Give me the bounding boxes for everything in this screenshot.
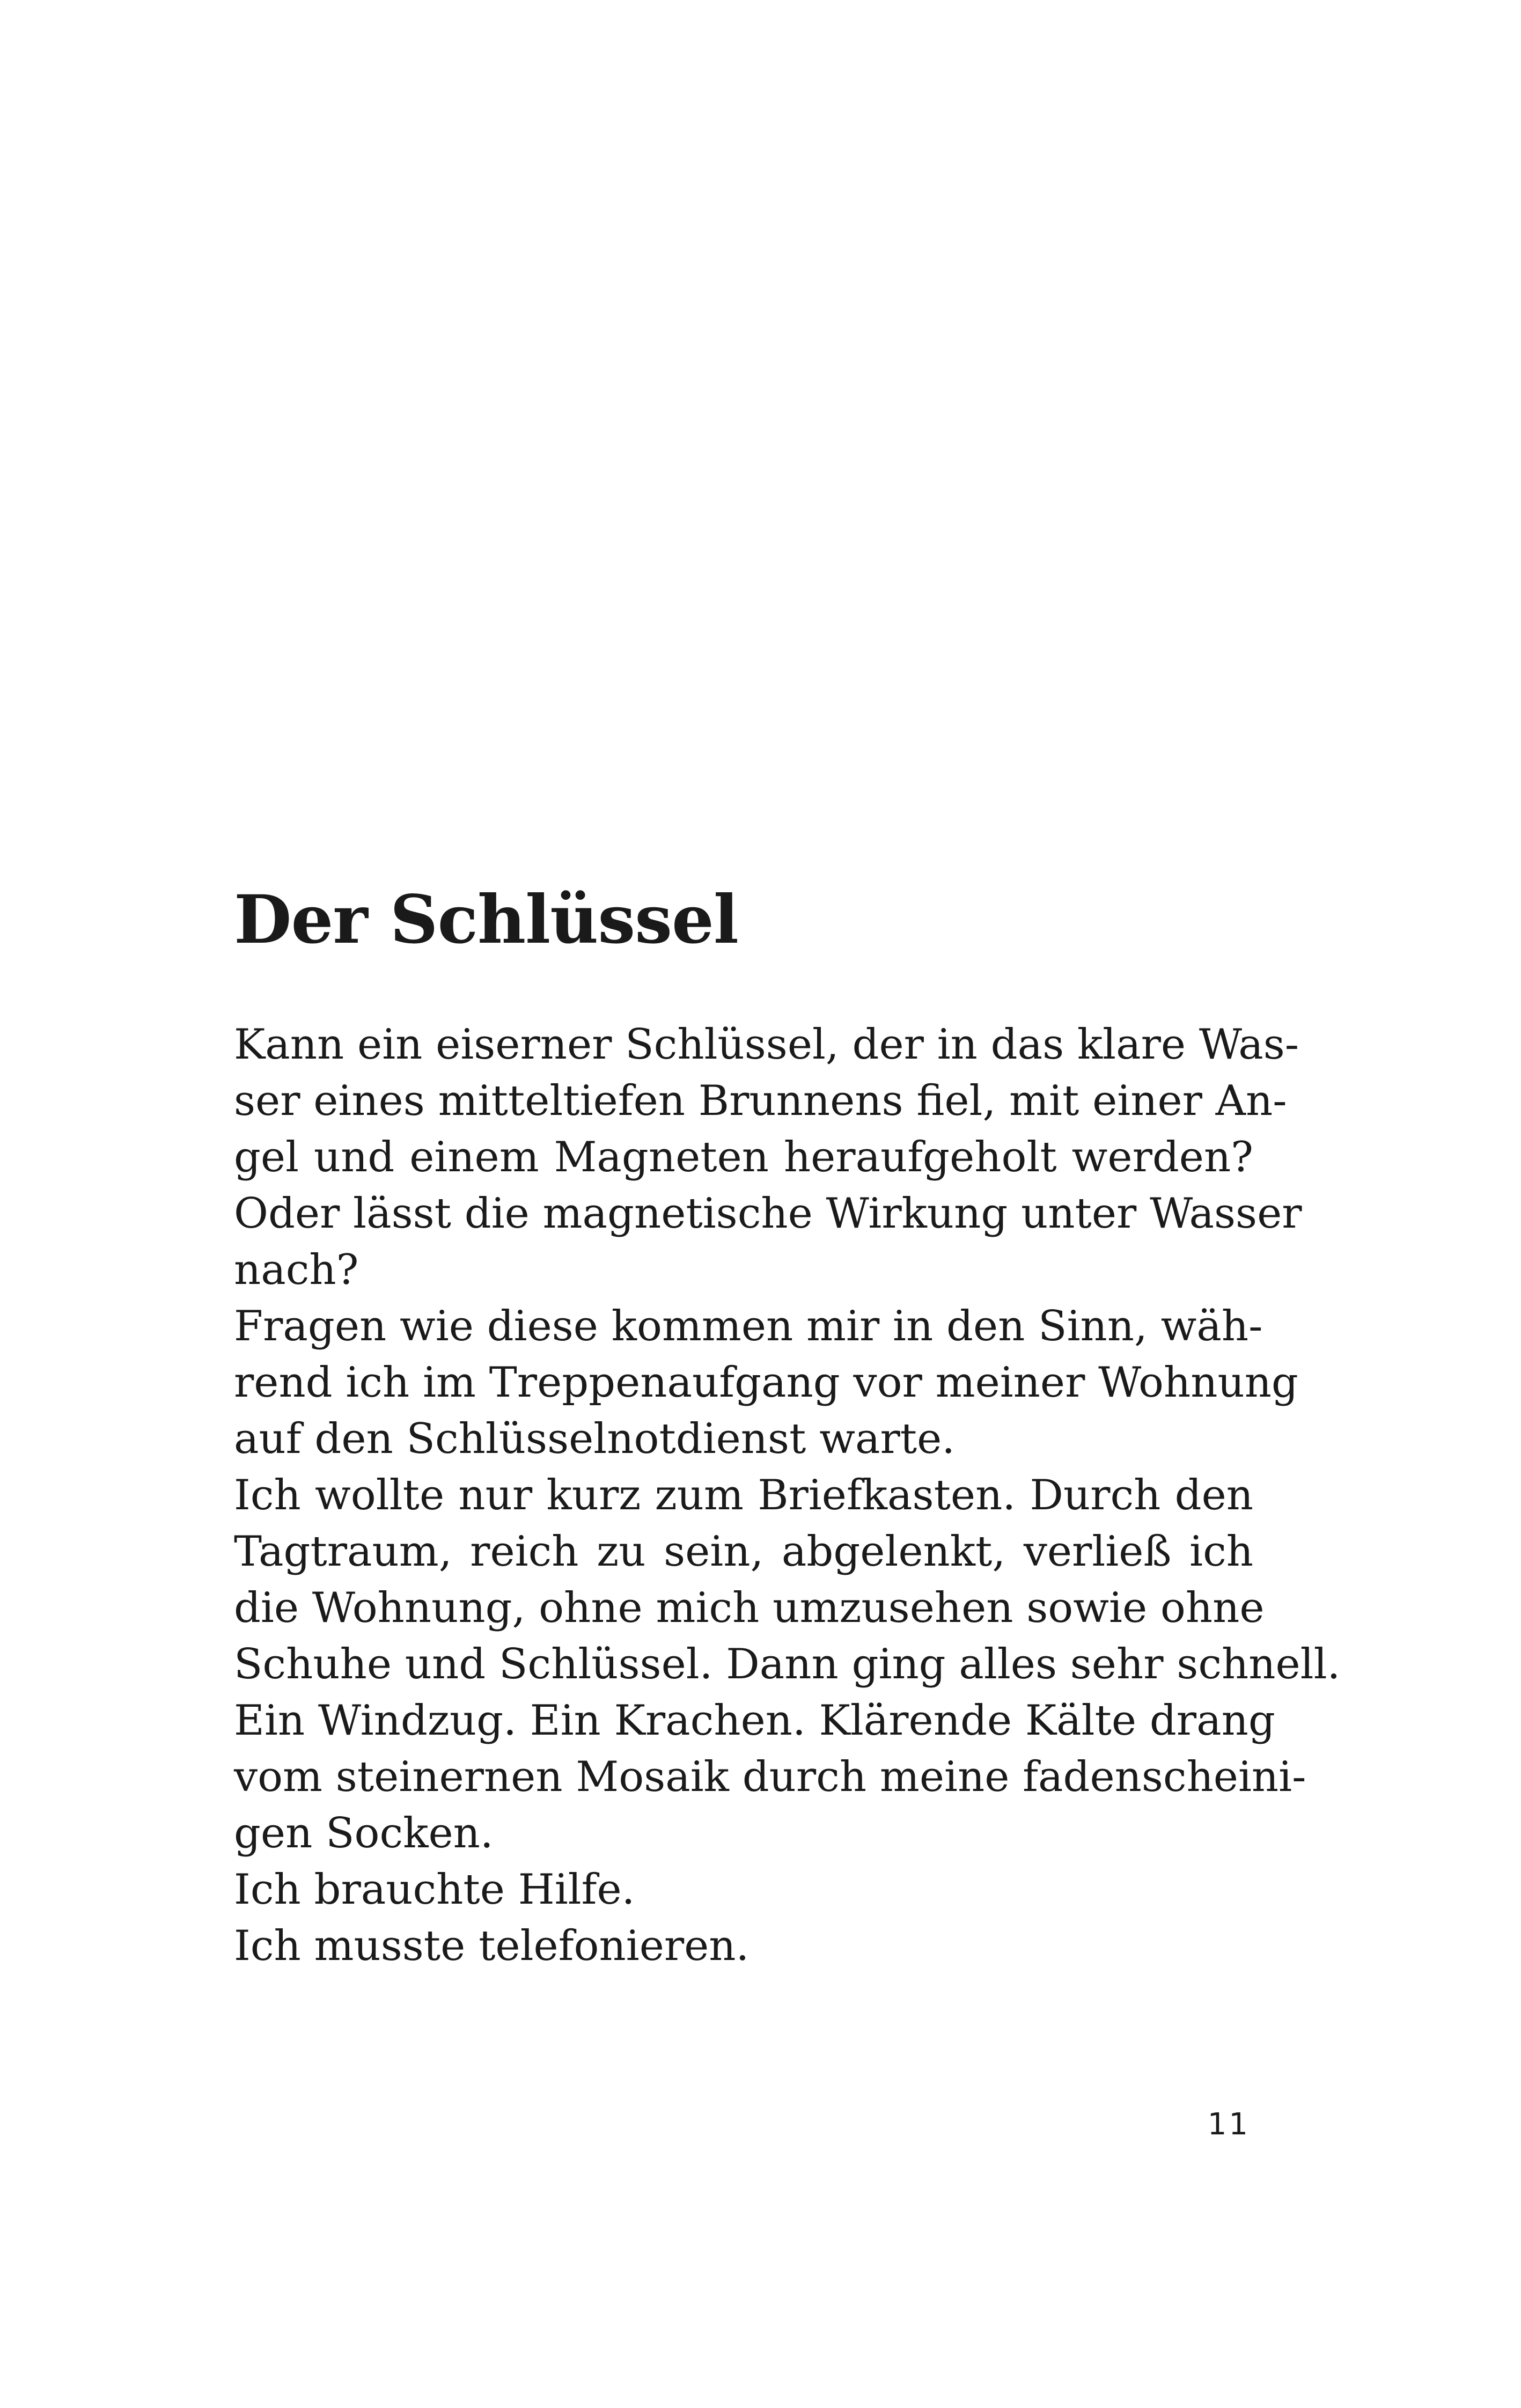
text-line: gel und einem Magneten heraufgeholt werden? — [234, 1133, 1253, 1181]
chapter-title: Der Schlüssel — [234, 881, 739, 959]
text-line: Fragen wie diese kommen mir in den Sinn, wäh- — [234, 1302, 1263, 1350]
text-line: Kann ein eiserner Schlüssel, der in das klare Was- — [234, 1021, 1299, 1069]
text-line: Schuhe und Schlüssel. Dann ging alles sehr schnell. — [234, 1640, 1341, 1688]
chapter-body — [234, 1017, 1341, 1974]
text-line: Ich brauchte Hilfe. — [234, 1866, 635, 1914]
text-line: nach? — [234, 1246, 359, 1294]
text-line: auf den Schlüsselnotdienst warte. — [234, 1415, 956, 1463]
text-line: Ich musste telefonieren. — [234, 1922, 750, 1970]
text-line: rend ich im Treppenaufgang vor meiner Wohnung — [234, 1359, 1298, 1407]
page-number: 11 — [1207, 2107, 1250, 2142]
text-line: die Wohnung, ohne mich umzusehen sowie ohne — [234, 1584, 1265, 1632]
text-line: Ich wollte nur kurz zum Briefkasten. Durch den — [234, 1471, 1253, 1519]
text-line: gen Socken. — [234, 1809, 494, 1858]
text-line: Tagtraum, reich zu sein, abgelenkt, verließ ich — [234, 1528, 1253, 1576]
text-line: ser eines mitteltiefen Brunnens fiel, mit einer An- — [234, 1077, 1287, 1125]
text-line: vom steinernen Mosaik durch meine fadenscheini- — [234, 1753, 1306, 1801]
text-line: Ein Windzug. Ein Krachen. Klärende Kälte drang — [234, 1697, 1275, 1745]
text-line: Oder lässt die magnetische Wirkung unter Wasser — [234, 1190, 1302, 1238]
